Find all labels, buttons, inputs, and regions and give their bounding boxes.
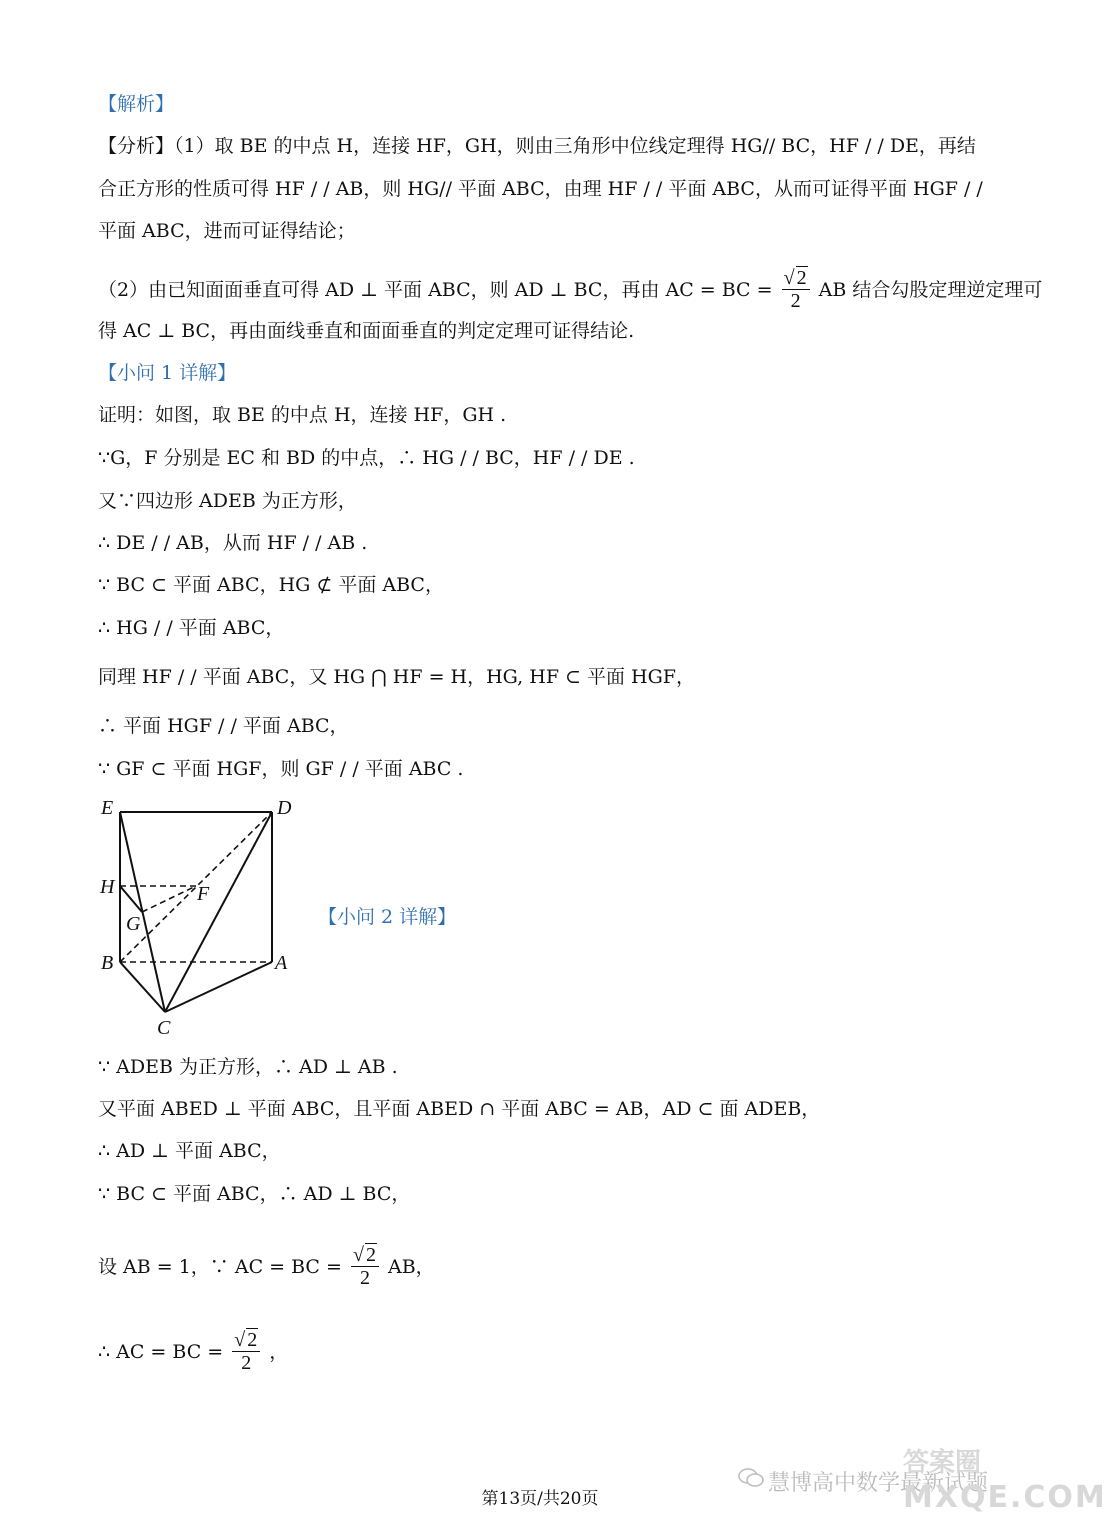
edge-BC: [120, 962, 165, 1012]
fraction-root: 2: [796, 267, 807, 289]
analysis-line-4: [98, 268, 1042, 314]
label-H: H: [100, 876, 115, 898]
q2-line-2: 又平面 ABED ⊥ 平面 ABC，且平面 ABED ∩ 平面 ABC = AB，AD ⊂ 面 ADEB，: [98, 1098, 821, 1120]
q1-line-2: ∵G，F 分别是 EC 和 BD 的中点，∴ HG / / BC，HF / / DE .: [98, 447, 635, 469]
fraction-sqrt2-over-2-b: $\frac{√ 2}{2}$: [351, 1243, 379, 1289]
analysis-text-4-post: AB 结合勾股定理逆定理可: [818, 279, 1043, 301]
fraction-denominator: 2: [790, 290, 801, 312]
watermark-site-cn: 答案圈: [903, 1448, 982, 1478]
q1-label: 【小问 1 详解】: [98, 362, 237, 384]
edge-AC: [165, 962, 272, 1012]
q1-line-8: ∴ 平面 HGF / / 平面 ABC，: [98, 715, 349, 737]
analysis-text-4-pre: （2）由已知面面垂直可得 AD ⊥ 平面 ABC，则 AD ⊥ BC，再由 AC = BC =: [98, 279, 773, 301]
fraction-sqrt2-over-2-c: $\frac{√ 2}{2}$: [232, 1328, 260, 1374]
label-B: B: [101, 952, 114, 974]
q1-line-1: 证明：如图，取 BE 的中点 H，连接 HF，GH .: [98, 404, 507, 426]
watermark-site-en: MXQE.COM: [903, 1480, 1107, 1515]
q1-line-3: 又∵四边形 ADEB 为正方形，: [98, 490, 357, 512]
analysis-line-1: [98, 134, 976, 158]
q2-text-5-pre: 设 AB = 1，∵ AC = BC =: [98, 1256, 342, 1278]
q2-line-1: ∵ ADEB 为正方形，∴ AD ⊥ AB .: [98, 1056, 398, 1078]
q2-line-5: [98, 1245, 435, 1291]
page-footer: 第13页/共20页: [481, 1489, 599, 1509]
edge-GF: [142, 886, 196, 912]
label-D: D: [277, 797, 292, 819]
q2-label: 【小问 2 详解】: [318, 906, 457, 928]
fraction-sqrt2-over-2: $\frac{√ 2}{2}$: [782, 266, 810, 312]
fraction-root-c: 2: [247, 1329, 258, 1351]
label-C: C: [157, 1017, 171, 1039]
geometry-figure: [95, 792, 295, 1042]
analysis-line-3: 平面 ABC，进而可证得结论；: [98, 220, 356, 242]
fraction-denominator-c: 2: [241, 1352, 252, 1374]
q2-text-5-post: AB，: [388, 1256, 435, 1278]
label-G: G: [126, 913, 141, 935]
section-title: 【解析】: [98, 93, 175, 115]
q2-text-6-post: ，: [269, 1341, 289, 1363]
edge-DC: [165, 812, 272, 1012]
wechat-icon: [738, 1468, 764, 1488]
q1-line-4: ∴ DE / / AB，从而 HF / / AB .: [98, 532, 368, 554]
analysis-line-2: 合正方形的性质可得 HF / / AB，则 HG// 平面 ABC，由理 HF / / 平面 ABC，从而可证得平面 HGF / /: [98, 178, 983, 200]
edge-BD: [120, 812, 272, 962]
analysis-label: 【分析】: [98, 135, 175, 157]
fraction-denominator-b: 2: [359, 1267, 370, 1289]
label-F: F: [197, 883, 210, 905]
q1-line-9: ∵ GF ⊂ 平面 HGF，则 GF / / 平面 ABC .: [98, 758, 464, 780]
q1-line-7: 同理 HF / / 平面 ABC，又 HG ⋂ HF = H，HG, HF ⊂ 平面 HGF，: [98, 666, 695, 688]
q1-line-5: ∵ BC ⊂ 平面 ABC，HG ⊄ 平面 ABC，: [98, 574, 444, 596]
watermark-account: 慧博高中数学最新试题: [768, 1471, 989, 1496]
analysis-text-1: （1）取 BE 的中点 H，连接 HF，GH，则由三角形中位线定理得 HG// BC，HF / / DE，再结: [174, 135, 976, 157]
fraction-root-b: 2: [365, 1244, 376, 1266]
label-E: E: [101, 797, 114, 819]
q2-line-6: [98, 1330, 288, 1376]
q2-line-3: ∴ AD ⊥ 平面 ABC，: [98, 1140, 281, 1162]
analysis-line-5: 得 AC ⊥ BC，再由面线垂直和面面垂直的判定定理可证得结论.: [98, 320, 635, 342]
q1-line-6: ∴ HG / / 平面 ABC，: [98, 617, 285, 639]
label-A: A: [275, 952, 288, 974]
q2-line-4: ∵ BC ⊂ 平面 ABC，∴ AD ⊥ BC，: [98, 1183, 411, 1205]
q2-text-6-pre: ∴ AC = BC =: [98, 1341, 224, 1363]
